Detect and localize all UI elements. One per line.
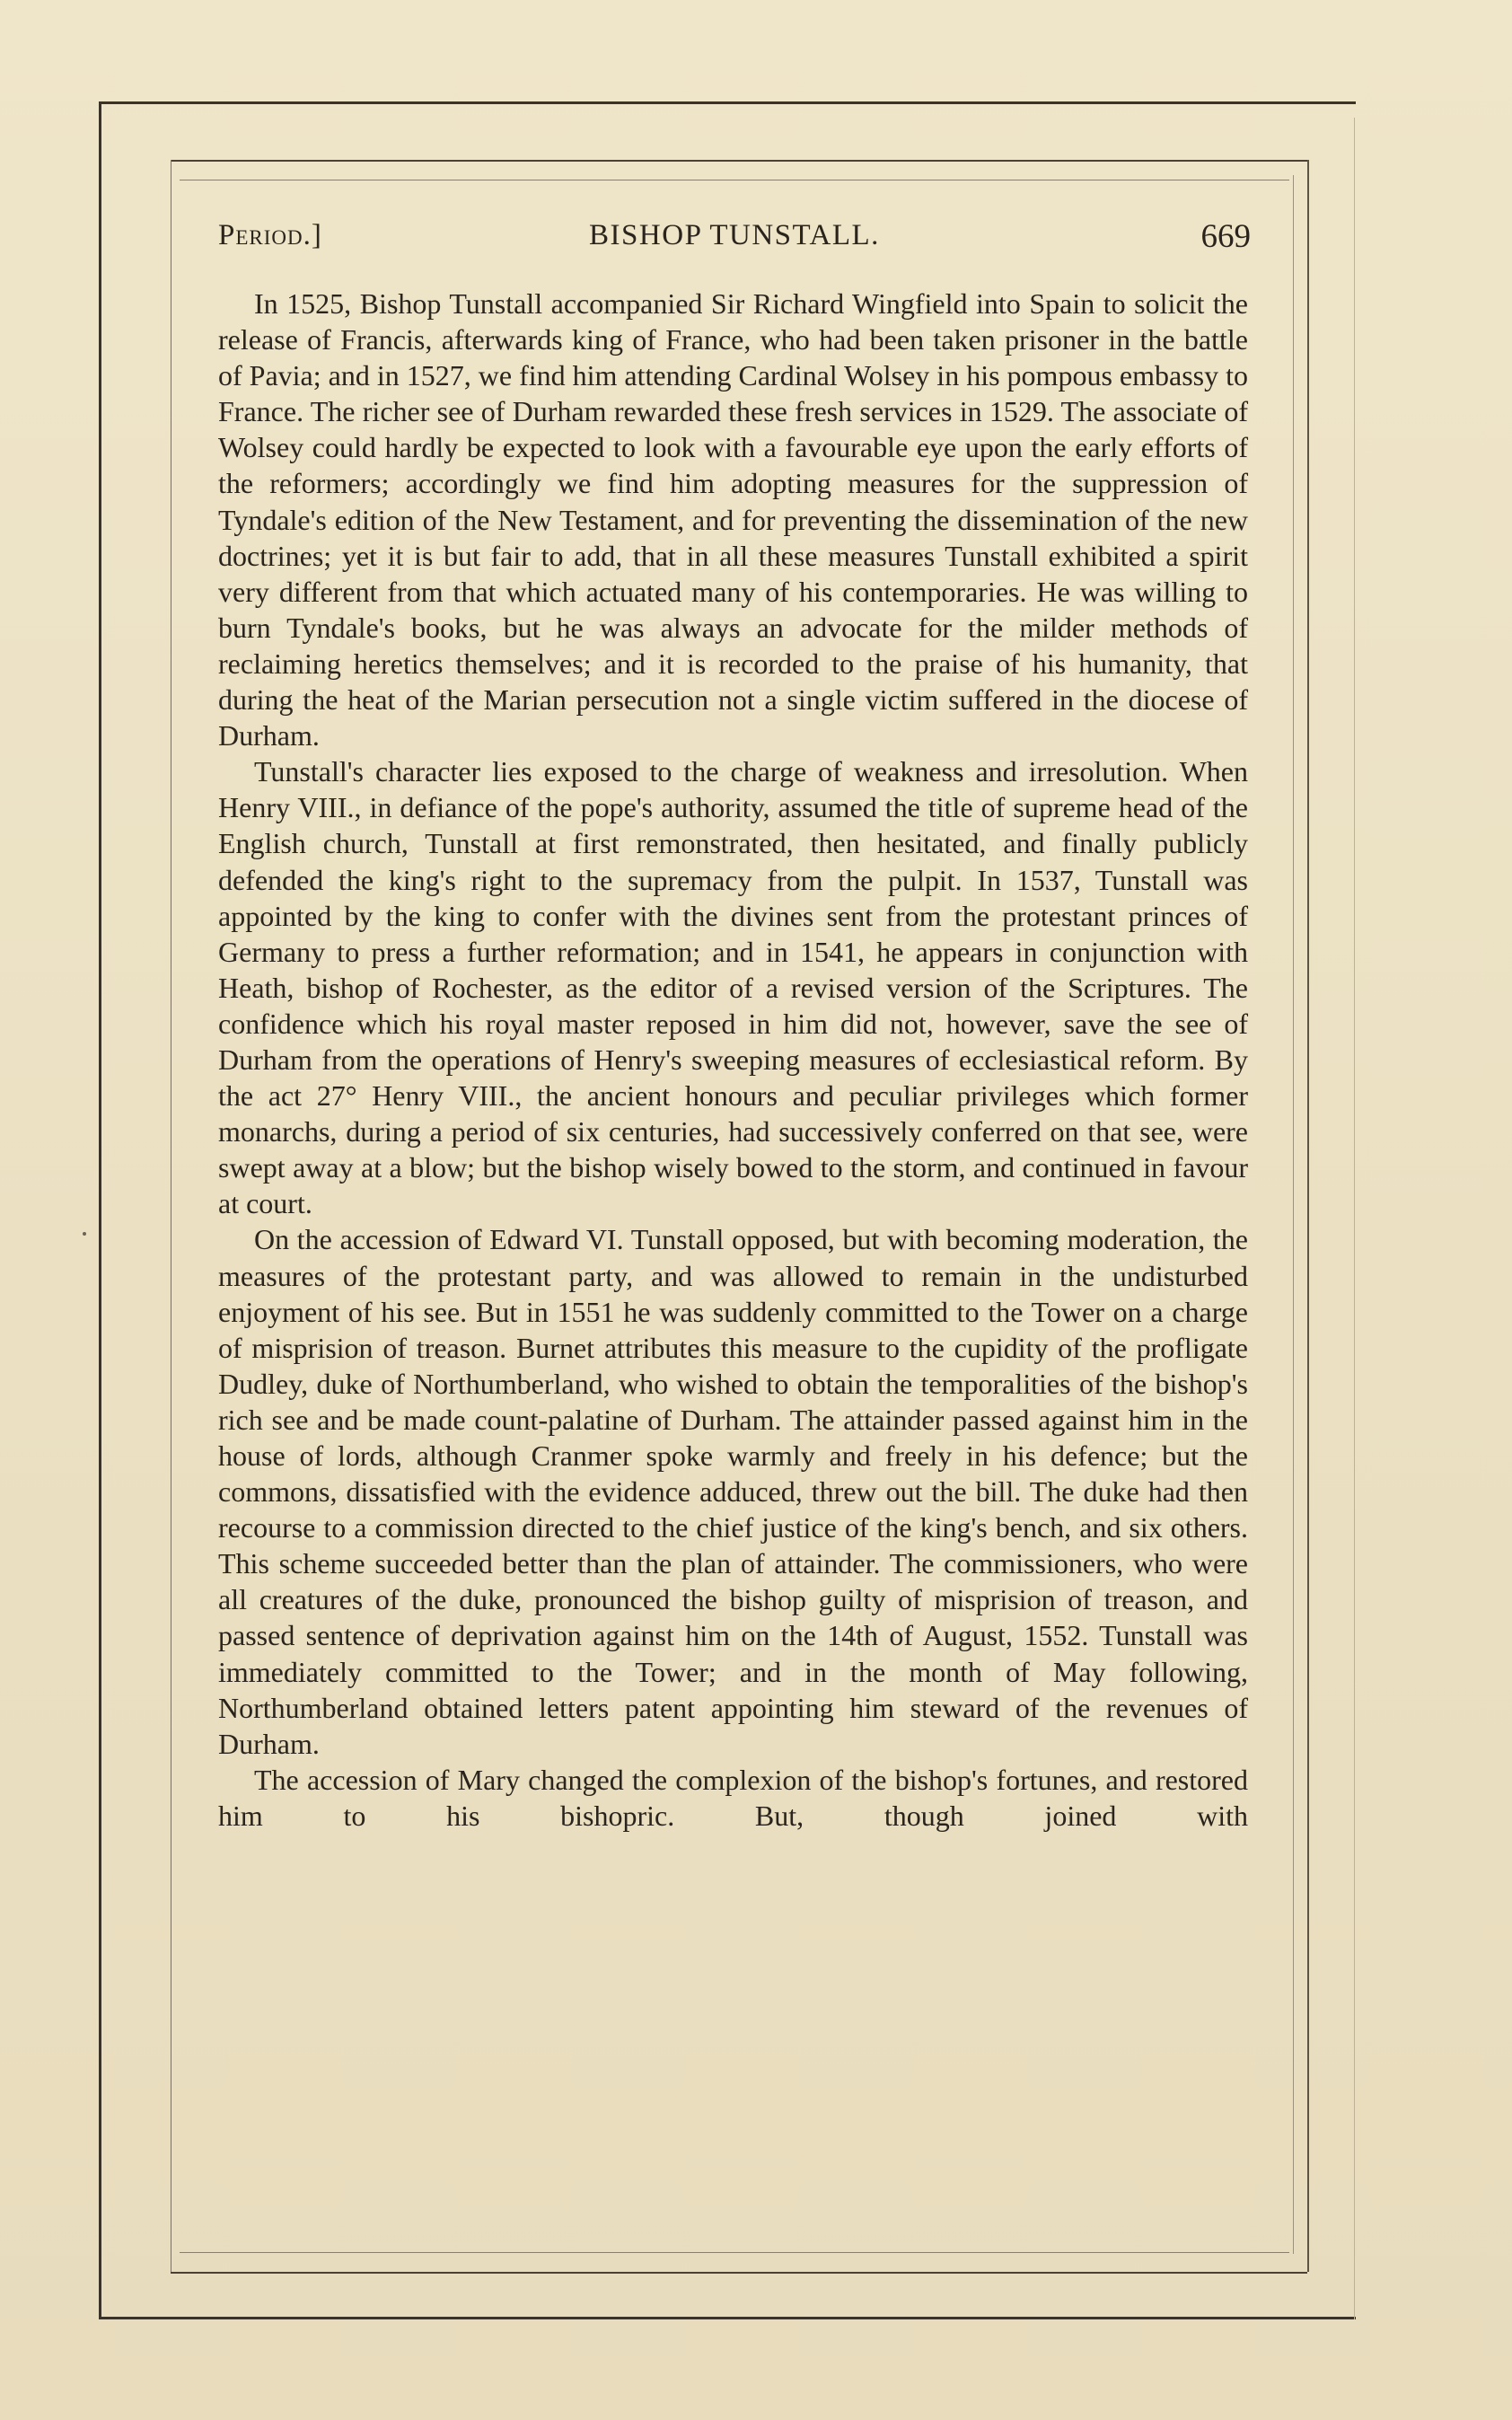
paragraph: On the accession of Edward VI. Tunstall opposed, but with becoming moderation, the measures of the protestant party, and was allowed to remain in the undisturbed enjoyment of his see. But in 1551 he was suddenly committed to the Tower on a charge of misprision of treason. Burnet attributes this measure to the cupidity of the profligate Dudley, duke of Northumberland, who wished to obtain the temporalities of the bishop's rich see and be made count-palatine of Durham. The attainder passed against him in the house of lords, although Cranmer spoke warmly and freely in his defence; but the commons, dissatisfied with the evidence adduced, threw out the bill. The duke had then recourse to a commission directed to the chief justice of the king's bench, and six others. This scheme succeeded better than the plan of attainder. The commissioners, who were all creatures of the duke, pronounced the bishop guilty of misprision of treason, and passed sentence of deprivation against him on the 14th of August, 1552. Tunstall was immediately committed to the Tower; and in the month of May following, Northumberland obtained letters patent appointing him steward of the revenues of Durham. (218, 1223, 1248, 1760)
inner-frame-top-rule (171, 160, 1307, 162)
inner-frame-right-rule (1307, 160, 1309, 2272)
outer-frame-bottom-rule (99, 2317, 1356, 2319)
outer-frame-top-rule (99, 101, 1356, 104)
paragraph: Tunstall's character lies exposed to the charge of weakness and irresolution. When Henry VIII., in defiance of the pope's authority, assumed the title of supreme head of the English church, Tunstall at first remonstrated, then hesitated, and finally publicly defended the king's right to the supremacy from the pulpit. In 1537, Tunstall was appointed by the king to confer with the divines sent from the protestant princes of Germany to press a further reformation; and in 1541, he appears in conjunction with Heath, bishop of Rochester, as the editor of a revised version of the Scriptures. The confidence which his royal master reposed in him did not, however, save the see of Durham from the operations of Henry's sweeping measures of ecclesiastical reform. By the act 27° Henry VIII., the ancient honours and peculiar privileges which former monarchs, during a period of six centuries, had successively conferred on that see, were swept away at a blow; but the bishop wisely bowed to the storm, and continued in favour at court. (218, 755, 1248, 1220)
section-marker: Period.] (218, 219, 322, 251)
paragraph: The accession of Mary changed the complexion of the bishop's fortunes, and restored him to his bishopric. But, though joined with (218, 1763, 1248, 1832)
page-number: 669 (1200, 218, 1251, 255)
outer-frame-right-rule (1354, 118, 1355, 2319)
inner-frame-bottom-rule (171, 2272, 1307, 2274)
outer-frame-left-rule (99, 101, 101, 2318)
page-title: BISHOP TUNSTALL. (589, 219, 880, 251)
paragraph: In 1525, Bishop Tunstall accompanied Sir Richard Wingfield into Spain to solicit the release of Francis, afterwards king of France, who had been taken prisoner in the battle of Pavia; and in 1527, we find him attending Cardinal Wolsey in his pompous embassy to France. The richer see of Durham rewarded these fresh services in 1529. The associate of Wolsey could hardly be expected to look with a favourable eye upon the early efforts of the reformers; accordingly we find him adopting measures for the suppression of Tyndale's edition of the New Testament, and for preventing the dissemination of the new doctrines; yet it is but fair to add, that in all these measures Tunstall exhibited a spirit very different from that which actuated many of his contemporaries. He was willing to burn Tyndale's books, but he was always an advocate for the milder methods of reclaiming heretics themselves; and it is recorded to the praise of his humanity, that during the heat of the Marian persecution not a single victim suffered in the diocese of Durham. (218, 287, 1248, 752)
running-head (218, 216, 1251, 260)
body-text (218, 286, 1248, 1834)
inner-frame-right-hairline (1293, 175, 1294, 2254)
inner-frame-bottom-hairline (180, 2252, 1289, 2253)
paper-speck (83, 1232, 86, 1236)
